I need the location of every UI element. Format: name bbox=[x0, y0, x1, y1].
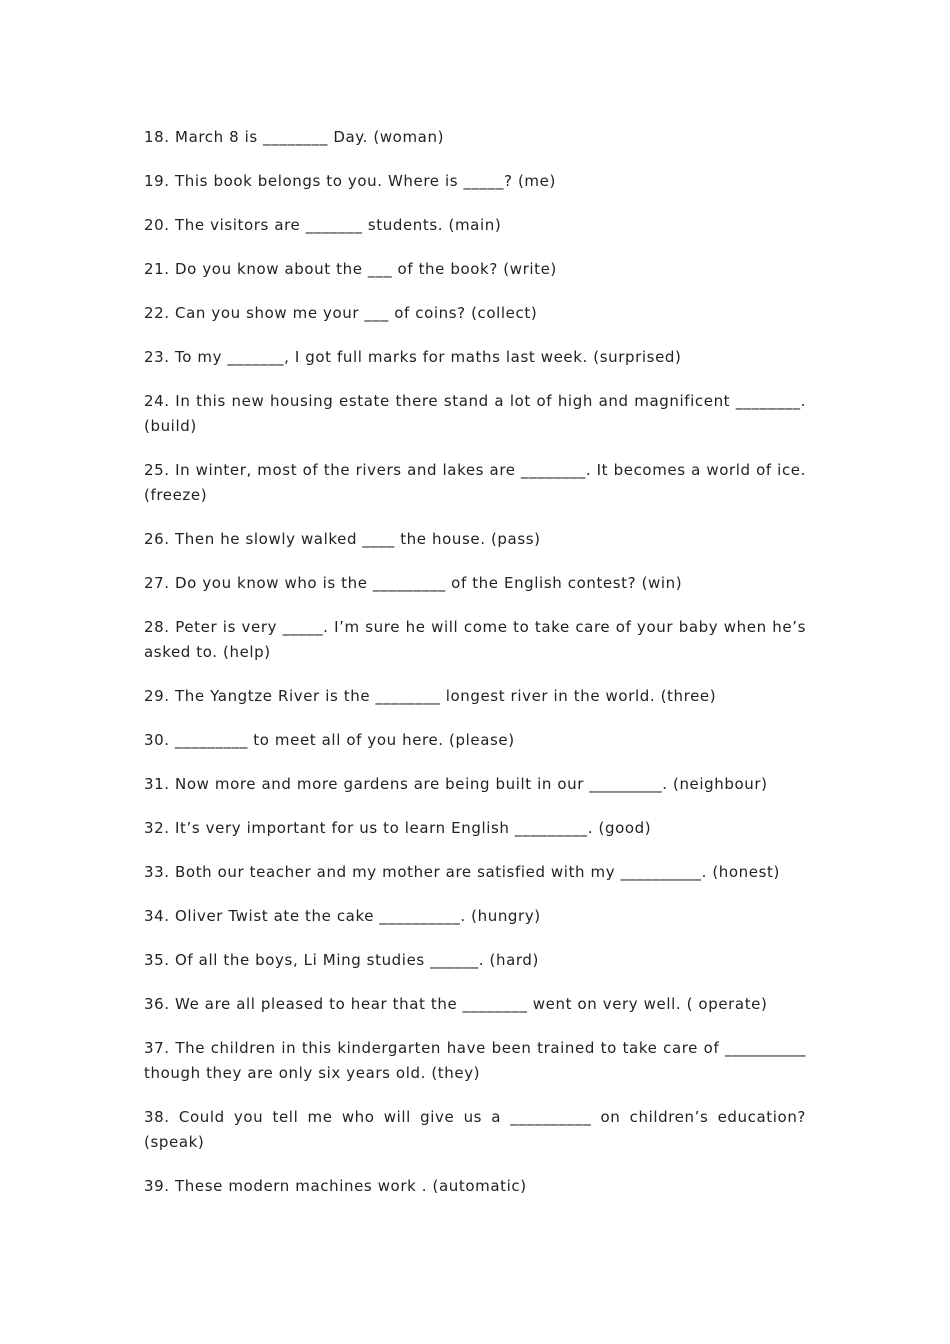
question-21: 21. Do you know about the ___ of the book? (write) bbox=[144, 260, 557, 278]
question-26: 26. Then he slowly walked ____ the house. (pass) bbox=[144, 530, 541, 548]
question-33: 33. Both our teacher and my mother are satisfied with my __________. (honest) bbox=[144, 863, 780, 881]
document-page bbox=[144, 125, 806, 1218]
question-38: 38. Could you tell me who will give us a __________ on children’s education? (speak) bbox=[144, 1108, 806, 1151]
question-29: 29. The Yangtze River is the ________ longest river in the world. (three) bbox=[144, 687, 717, 705]
question-18: 18. March 8 is ________ Day. (woman) bbox=[144, 128, 445, 146]
question-20: 20. The visitors are _______ students. (main) bbox=[144, 216, 502, 234]
question-25: 25. In winter, most of the rivers and lakes are ________. It becomes a world of ice. (freeze) bbox=[144, 461, 806, 504]
question-22: 22. Can you show me your ___ of coins? (collect) bbox=[144, 304, 538, 322]
question-32: 32. It’s very important for us to learn English _________. (good) bbox=[144, 819, 652, 837]
question-23: 23. To my _______, I got full marks for maths last week. (surprised) bbox=[144, 348, 682, 366]
question-30: 30. _________ to meet all of you here. (please) bbox=[144, 731, 515, 749]
question-24: 24. In this new housing estate there stand a lot of high and magnificent ________. (build) bbox=[144, 392, 806, 435]
question-27: 27. Do you know who is the _________ of the English contest? (win) bbox=[144, 574, 683, 592]
question-39: 39. These modern machines work . (automatic) bbox=[144, 1177, 527, 1195]
question-28: 28. Peter is very _____. I’m sure he will come to take care of your baby when he’s asked to. (help) bbox=[144, 618, 806, 661]
question-19: 19. This book belongs to you. Where is _____? (me) bbox=[144, 172, 556, 190]
question-31: 31. Now more and more gardens are being built in our _________. (neighbour) bbox=[144, 775, 768, 793]
question-35: 35. Of all the boys, Li Ming studies ______. (hard) bbox=[144, 951, 539, 969]
question-36: 36. We are all pleased to hear that the ________ went on very well. ( operate) bbox=[144, 995, 768, 1013]
question-34: 34. Oliver Twist ate the cake __________. (hungry) bbox=[144, 907, 541, 925]
question-37: 37. The children in this kindergarten have been trained to take care of __________ though they are only six years old. (they) bbox=[144, 1039, 806, 1082]
